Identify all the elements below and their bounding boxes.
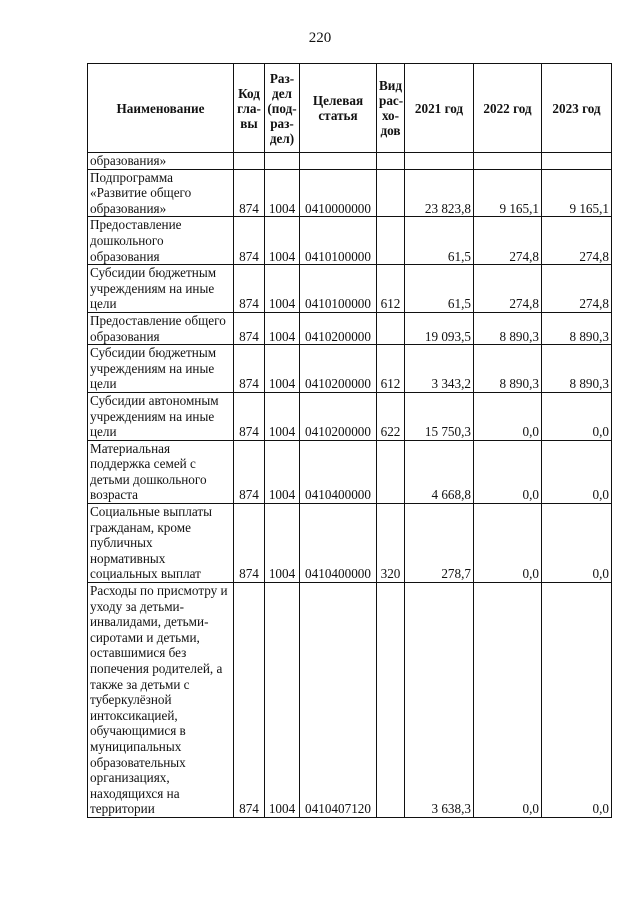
header-target-item: Целевая статья xyxy=(300,64,377,153)
row-value-2021 xyxy=(405,153,474,170)
row-target-item: 0410200000 xyxy=(300,312,377,344)
row-value-2022: 274,8 xyxy=(474,265,542,313)
row-value-2023: 9 165,1 xyxy=(542,169,612,217)
row-section: 1004 xyxy=(265,345,300,393)
row-value-2022: 0,0 xyxy=(474,583,542,818)
row-section: 1004 xyxy=(265,217,300,265)
row-name: Субсидии бюджетным учреждениям на иные цели xyxy=(88,345,234,393)
row-target-item: 0410200000 xyxy=(300,345,377,393)
row-value-2021: 23 823,8 xyxy=(405,169,474,217)
table-row xyxy=(88,583,612,818)
row-value-2021: 3 638,3 xyxy=(405,583,474,818)
row-value-2022: 9 165,1 xyxy=(474,169,542,217)
row-value-2022: 0,0 xyxy=(474,440,542,503)
table-row xyxy=(88,169,612,217)
row-target-item: 0410400000 xyxy=(300,504,377,583)
table-row xyxy=(88,392,612,440)
row-value-2023: 0,0 xyxy=(542,392,612,440)
row-expense-type xyxy=(377,153,405,170)
row-section: 1004 xyxy=(265,583,300,818)
row-chapter-code xyxy=(234,153,265,170)
budget-table xyxy=(87,63,612,818)
header-row xyxy=(88,64,612,153)
row-target-item: 0410407120 xyxy=(300,583,377,818)
row-value-2021: 3 343,2 xyxy=(405,345,474,393)
row-value-2023: 274,8 xyxy=(542,217,612,265)
header-name: Наименование xyxy=(88,64,234,153)
table-row xyxy=(88,217,612,265)
row-chapter-code: 874 xyxy=(234,312,265,344)
row-target-item: 0410200000 xyxy=(300,392,377,440)
row-expense-type xyxy=(377,169,405,217)
row-value-2021: 278,7 xyxy=(405,504,474,583)
row-expense-type xyxy=(377,583,405,818)
row-chapter-code: 874 xyxy=(234,504,265,583)
row-value-2023 xyxy=(542,153,612,170)
row-chapter-code: 874 xyxy=(234,392,265,440)
header-2021: 2021 год xyxy=(405,64,474,153)
row-chapter-code: 874 xyxy=(234,583,265,818)
row-value-2023: 8 890,3 xyxy=(542,312,612,344)
row-name: Субсидии автономным учреждениям на иные цели xyxy=(88,392,234,440)
row-value-2021: 61,5 xyxy=(405,265,474,313)
row-name: Подпрограмма «Развитие общего образования» xyxy=(88,169,234,217)
row-chapter-code: 874 xyxy=(234,169,265,217)
row-target-item: 0410100000 xyxy=(300,265,377,313)
row-section: 1004 xyxy=(265,265,300,313)
table-row xyxy=(88,345,612,393)
table-row xyxy=(88,440,612,503)
row-chapter-code: 874 xyxy=(234,345,265,393)
row-expense-type: 612 xyxy=(377,345,405,393)
row-chapter-code: 874 xyxy=(234,217,265,265)
row-chapter-code: 874 xyxy=(234,265,265,313)
row-value-2023: 8 890,3 xyxy=(542,345,612,393)
row-target-item: 0410400000 xyxy=(300,440,377,503)
row-value-2021: 61,5 xyxy=(405,217,474,265)
table-row xyxy=(88,153,612,170)
header-section: Раз-дел (под-раз-дел) xyxy=(265,64,300,153)
row-section: 1004 xyxy=(265,312,300,344)
header-chapter-code: Код гла-вы xyxy=(234,64,265,153)
row-value-2023: 0,0 xyxy=(542,440,612,503)
row-section xyxy=(265,153,300,170)
row-expense-type xyxy=(377,440,405,503)
header-2023: 2023 год xyxy=(542,64,612,153)
row-name: Предоставление дошкольного образования xyxy=(88,217,234,265)
row-target-item: 0410000000 xyxy=(300,169,377,217)
row-value-2022 xyxy=(474,153,542,170)
table-row xyxy=(88,504,612,583)
row-section: 1004 xyxy=(265,392,300,440)
header-expense-type: Вид рас-хо-дов xyxy=(377,64,405,153)
row-section: 1004 xyxy=(265,504,300,583)
row-value-2023: 0,0 xyxy=(542,504,612,583)
row-value-2021: 4 668,8 xyxy=(405,440,474,503)
row-name: Субсидии бюджетным учреждениям на иные цели xyxy=(88,265,234,313)
row-value-2021: 15 750,3 xyxy=(405,392,474,440)
row-target-item: 0410100000 xyxy=(300,217,377,265)
row-value-2021: 19 093,5 xyxy=(405,312,474,344)
row-value-2022: 8 890,3 xyxy=(474,345,542,393)
row-target-item xyxy=(300,153,377,170)
row-section: 1004 xyxy=(265,440,300,503)
row-value-2023: 274,8 xyxy=(542,265,612,313)
table-row xyxy=(88,312,612,344)
row-name: Социальные выплаты гражданам, кроме публичных нормативных социальных выплат xyxy=(88,504,234,583)
row-value-2022: 274,8 xyxy=(474,217,542,265)
row-name: Предоставление общего образования xyxy=(88,312,234,344)
page-number: 220 xyxy=(308,30,332,46)
row-value-2022: 0,0 xyxy=(474,392,542,440)
row-name: образования» xyxy=(88,153,234,170)
table-row xyxy=(88,265,612,313)
row-value-2023: 0,0 xyxy=(542,583,612,818)
row-value-2022: 8 890,3 xyxy=(474,312,542,344)
row-section: 1004 xyxy=(265,169,300,217)
row-expense-type xyxy=(377,312,405,344)
row-expense-type xyxy=(377,217,405,265)
row-chapter-code: 874 xyxy=(234,440,265,503)
row-expense-type: 612 xyxy=(377,265,405,313)
header-2022: 2022 год xyxy=(474,64,542,153)
row-name: Материальная поддержка семей с детьми дошкольного возраста xyxy=(88,440,234,503)
row-expense-type: 320 xyxy=(377,504,405,583)
row-expense-type: 622 xyxy=(377,392,405,440)
row-name: Расходы по присмотру и уходу за детьми-инвалидами, детьми-сиротами и детьми, оставшимися без попечения родителей, а также за детьми с туберкулёзной интоксикацией, обучающимися в муниципальных образовательных организациях, находящихся на территории xyxy=(88,583,234,818)
row-value-2022: 0,0 xyxy=(474,504,542,583)
